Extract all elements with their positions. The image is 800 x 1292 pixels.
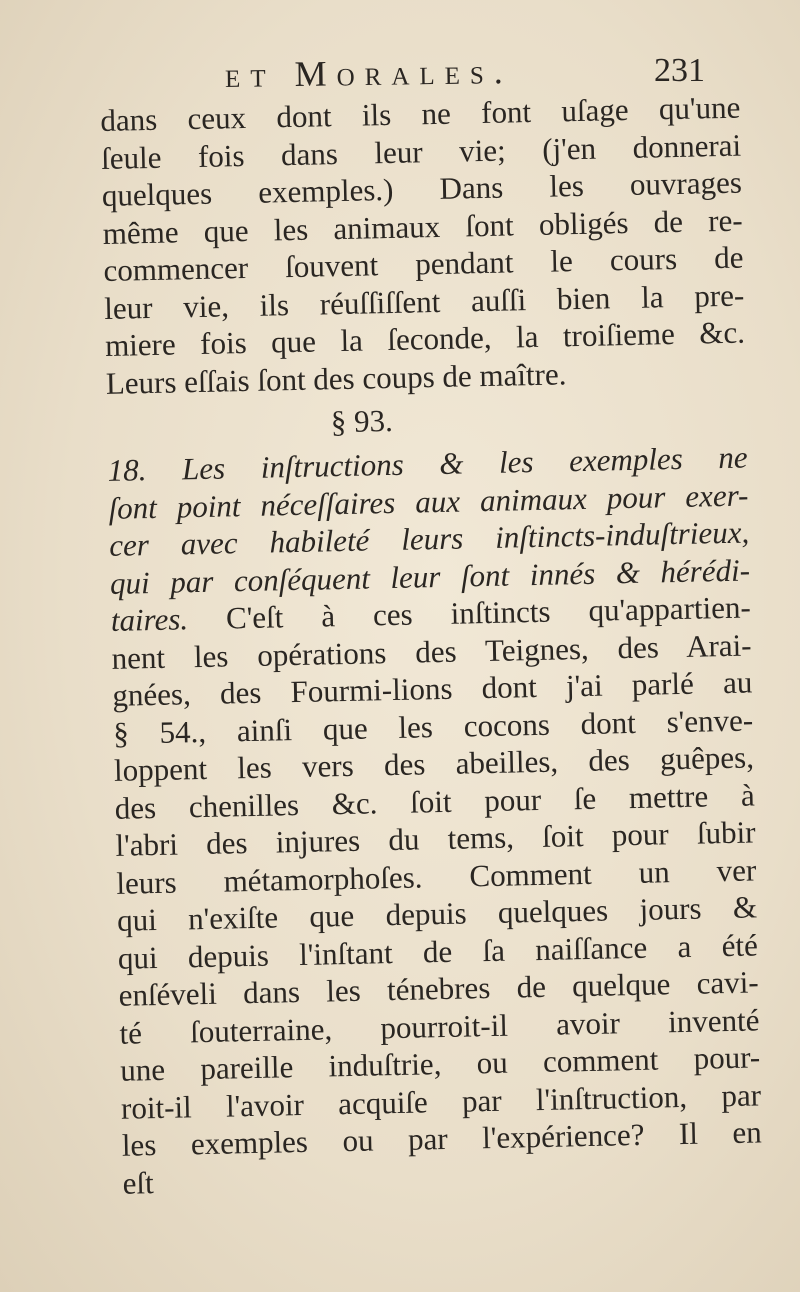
text-line: roit-il l'avoir acquiſe par l'inſtruction, par <box>120 1076 762 1126</box>
text-line: ſeule fois dans leur vie; (j'en donnerai <box>100 127 742 176</box>
text-line-italic: cer avec habileté leurs inſtincts-induſtrieux, <box>108 514 750 563</box>
text-line: des chenilles &c. ſoit pour ſe mettre à <box>114 776 756 826</box>
running-title: et Morales. <box>224 50 514 96</box>
paragraph-1 <box>100 89 746 402</box>
text-line: loppent les vers des abeilles, des guêpes, <box>113 739 755 788</box>
paragraph-2 <box>107 439 763 1202</box>
text-line: une pareille induſtrie, ou comment pour- <box>119 1039 761 1088</box>
text-line: l'abri des injures du tems, ſoit pour ſubir <box>115 814 756 863</box>
text-line: commencer ſouvent pendant le cours de <box>103 239 744 288</box>
catchword: eſt <box>122 1164 154 1201</box>
text-line: leur vie, ils réuſſiſſent auſſi bien la pre- <box>103 277 745 326</box>
text-line: leurs métamorphoſes. Comment un ver <box>115 851 757 901</box>
text-line: Leurs eſſais ſont des coups de maître. <box>105 355 567 401</box>
text-block <box>100 89 763 1202</box>
text-line: qui depuis l'inſtant de ſa naiſſance a été <box>117 926 759 976</box>
text-line: les exemples ou par l'expérience? Il en <box>121 1114 763 1163</box>
text-line: § 54., ainſi que les cocons dont s'enve- <box>112 701 754 751</box>
text-line: dans ceux dont ils ne font uſage qu'une <box>100 89 741 138</box>
text-line: qui n'exiſte que depuis quelques jours & <box>116 889 758 938</box>
text-line: té ſouterraine, pourroit-il avoir inventé <box>119 1001 760 1051</box>
section-heading: § 93. <box>330 402 394 440</box>
text-line-italic: ſont point néceſſaires aux animaux pour exer- <box>108 477 749 526</box>
text-line-italic: qui par conſéquent leur ſont innés & hérédi- <box>109 551 751 601</box>
text-line: même que les animaux ſont obligés de re- <box>102 202 743 251</box>
text-line: quelques exemples.) Dans les ouvrages <box>101 164 743 213</box>
roman-fragment: C'eſt à ces inſtincts qu'appartien- <box>187 589 752 637</box>
text-line: nent les opérations des Teignes, des Arai- <box>111 626 752 676</box>
text-line: gnées, des Fourmi-lions dont j'ai parlé au <box>112 664 753 713</box>
italic-fragment: taires. <box>110 601 189 638</box>
page-number: 231 <box>654 52 705 89</box>
text-line-italic: 18. Les inſtructions & les exemples ne <box>107 439 748 488</box>
text-line: miere fois que la ſeconde, la troiſieme &c. <box>104 314 746 363</box>
text-line: enſéveli dans les ténebres de quelque cavi- <box>118 964 759 1013</box>
